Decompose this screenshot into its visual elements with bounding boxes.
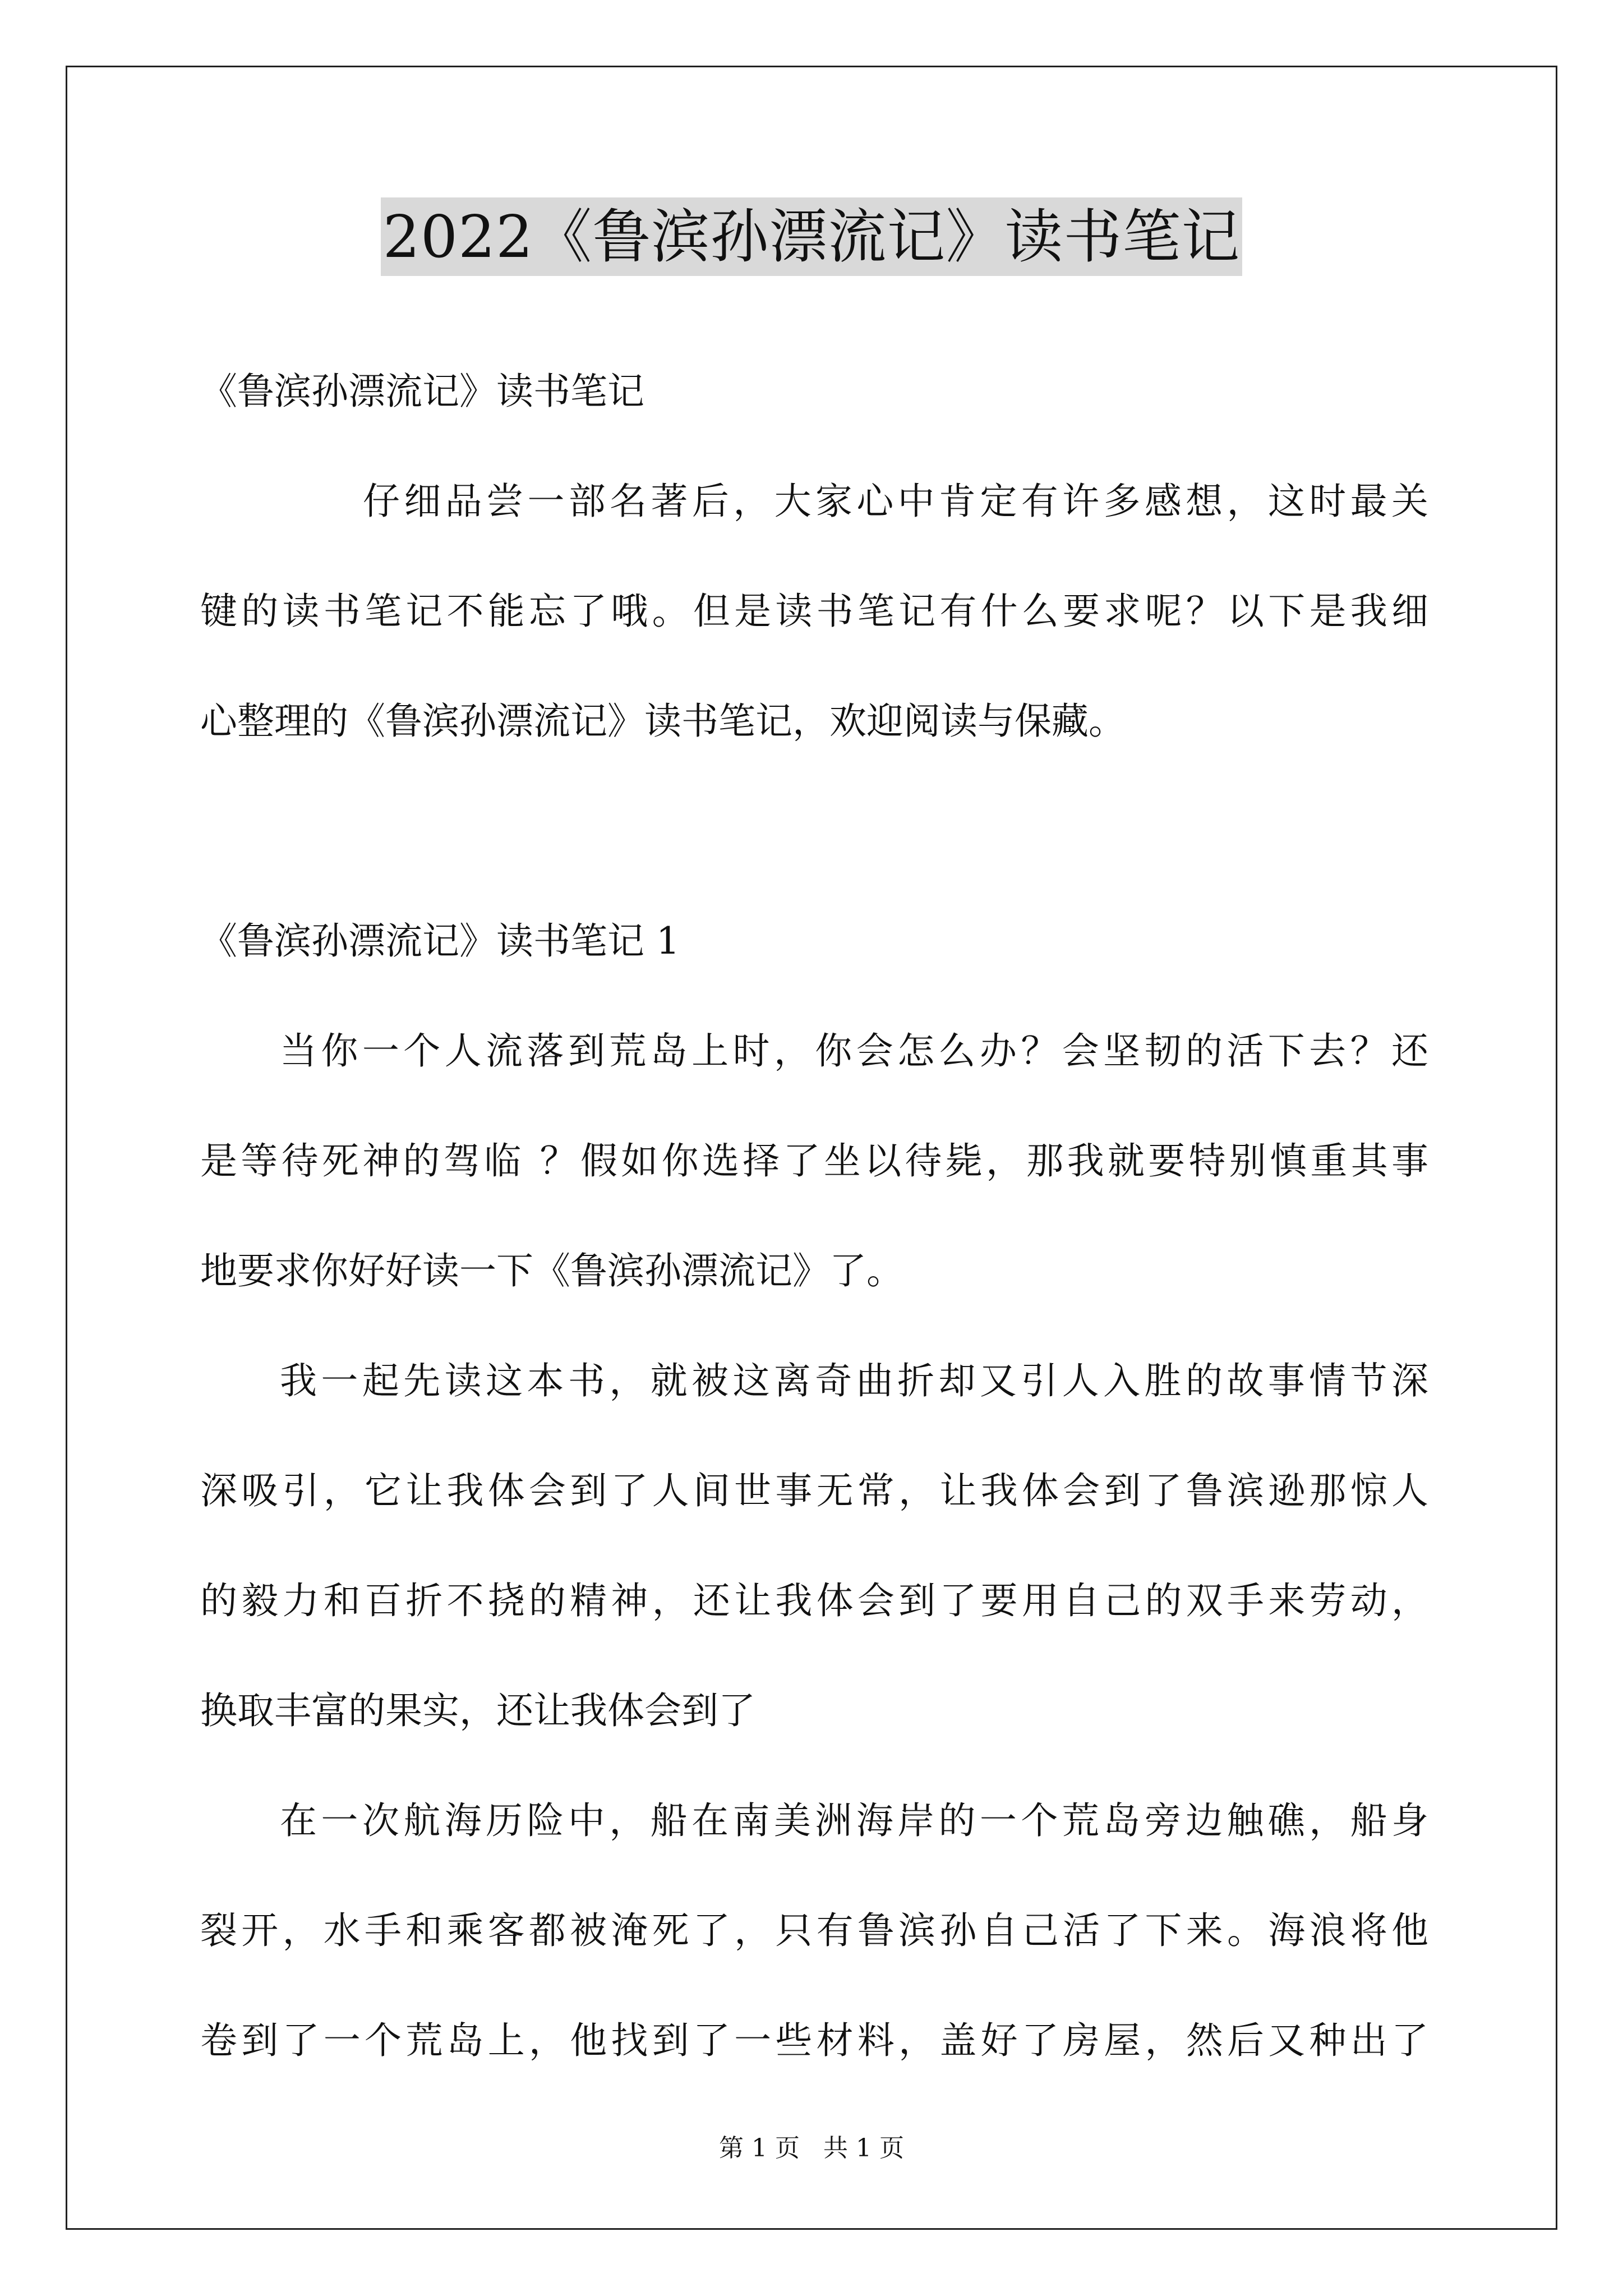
paragraph-line: 的毅力和百折不挠的精神，还让我体会到了要用自己的双手来劳动， [200,1579,1428,1622]
page-number: 第 1 页 [719,2134,800,2162]
paragraph-line: 深吸引，它让我体会到了人间世事无常，让我体会到了鲁滨逊那惊人 [200,1469,1428,1512]
paragraph-line: 卷到了一个荒岛上，他找到了一些材料，盖好了房屋，然后又种出了 [200,2019,1428,2062]
intro-line: 键的读书笔记不能忘了哦。但是读书笔记有什么要求呢？以下是我细 [200,590,1428,633]
paragraph-line: 换取丰富的果实，还让我体会到了 [200,1689,755,1732]
subtitle: 《鲁滨孙漂流记》读书笔记 [200,370,644,413]
paragraph-line: 地要求你好好读一下《鲁滨孙漂流记》了。 [200,1249,903,1292]
paragraph-line: 我一起先读这本书，就被这离奇曲折却又引人入胜的故事情节深 [280,1359,1428,1402]
spacer [200,776,1428,886]
document-body [200,337,1428,2096]
intro-line: 仔细品尝一部名著后，大家心中肯定有许多感想，这时最关 [363,480,1428,523]
paragraph-line: 裂开，水手和乘客都被淹死了，只有鲁滨孙自己活了下来。海浪将他 [200,1909,1428,1952]
section-heading: 《鲁滨孙漂流记》读书笔记 1 [200,919,680,963]
paragraph-line: 是等待死神的驾临 ？假如你选择了坐以待毙，那我就要特别慎重其事 [200,1139,1428,1182]
title-wrap [0,197,1623,276]
document-title: 2022《鲁滨孙漂流记》读书笔记 [381,197,1243,276]
page-total: 共 1 页 [823,2134,904,2162]
paragraph-line: 当你一个人流落到荒岛上时，你会怎么办？会坚韧的活下去？还 [280,1029,1428,1073]
paragraph-line: 在一次航海历险中，船在南美洲海岸的一个荒岛旁边触礁，船身 [280,1799,1428,1842]
intro-line: 心整理的《鲁滨孙漂流记》读书笔记，欢迎阅读与保藏。 [200,700,1126,743]
page-footer [0,2132,1623,2165]
